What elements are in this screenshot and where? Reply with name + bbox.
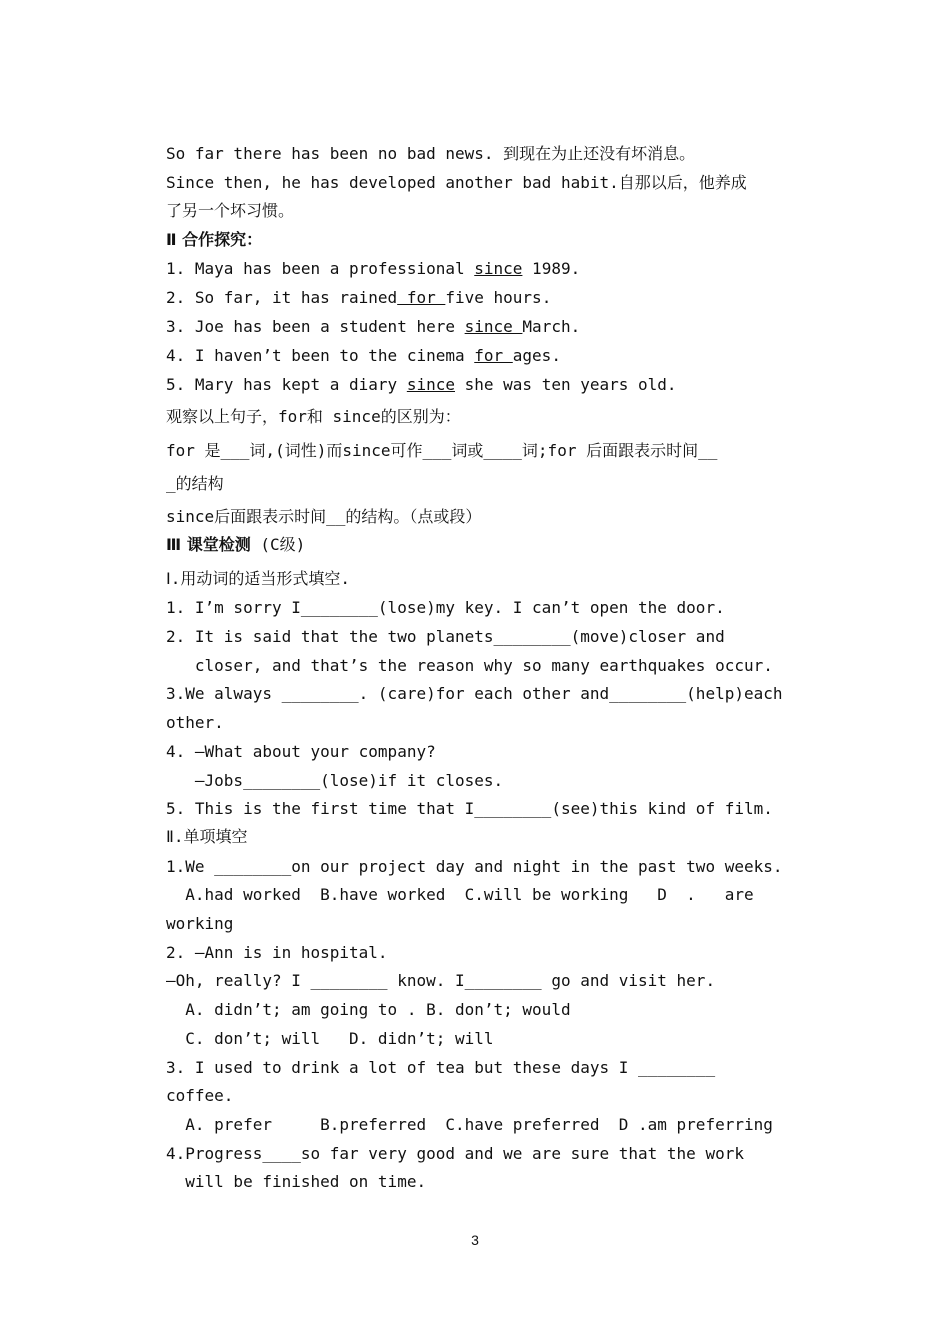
underlined-word: for bbox=[397, 288, 446, 307]
example-sentence: 1. Maya has been a professional since 1989. bbox=[166, 259, 581, 278]
exercise-item: 3. I used to drink a lot of tea but these days I ________ bbox=[166, 1058, 716, 1077]
underlined-word: since bbox=[406, 375, 455, 394]
text-line: Since then, he has developed another bad habit.自那以后，他养成 bbox=[166, 173, 747, 192]
exercise-option: A. prefer B.preferred C.have preferred D .am preferring bbox=[166, 1115, 773, 1134]
exercise-option: working bbox=[166, 914, 234, 933]
exercise-item: 3.We always ________. (care)for each other and________(help)each bbox=[166, 684, 783, 703]
text-line: 了另一个坏习惯。 bbox=[166, 201, 295, 220]
exercise-item: other. bbox=[166, 713, 224, 732]
example-sentence: 2. So far, it has rained for five hours. bbox=[166, 288, 552, 307]
exercise-item: —Jobs________(lose)if it closes. bbox=[166, 771, 504, 790]
example-sentence: 4. I haven’t been to the cinema for ages. bbox=[166, 346, 561, 365]
text-line: since后面跟表示时间__的结构。（点或段） bbox=[166, 507, 482, 526]
example-sentence: 5. Mary has kept a diary since she was ten years old. bbox=[166, 375, 677, 394]
text-line: Ⅱ.单项填空 bbox=[166, 827, 248, 846]
text-line: So far there has been no bad news. 到现在为止还没有坏消息。 bbox=[166, 144, 696, 163]
example-sentence: 3. Joe has been a student here since March. bbox=[166, 317, 581, 336]
exercise-item: 2. —Ann is in hospital. bbox=[166, 943, 388, 962]
page-number: 3 bbox=[471, 1232, 479, 1248]
text-line: 观察以上句子，for和 since的区别为： bbox=[166, 407, 461, 426]
section-heading: Ⅱ 合作探究： bbox=[166, 230, 263, 249]
exercise-option: C. don’t; will D. didn’t; will bbox=[166, 1029, 494, 1048]
text-line: _的结构 bbox=[166, 474, 224, 493]
exercise-item: 1. I’m sorry I________(lose)my key. I can’t open the door. bbox=[166, 598, 725, 617]
section-heading: Ⅲ 课堂检测 (C级) bbox=[166, 535, 306, 554]
underlined-word: for bbox=[474, 346, 513, 365]
exercise-option: A.had worked B.have worked C.will be working D . are bbox=[166, 885, 754, 904]
underlined-word: since bbox=[474, 259, 523, 278]
exercise-item: coffee. bbox=[166, 1086, 234, 1105]
exercise-item: 4. —What about your company? bbox=[166, 742, 436, 761]
exercise-item: 4.Progress____so far very good and we are sure that the work bbox=[166, 1144, 744, 1163]
exercise-item: 1.We ________on our project day and night in the past two weeks. bbox=[166, 857, 783, 876]
text-line: Ⅰ.用动词的适当形式填空. bbox=[166, 569, 350, 588]
exercise-item: closer, and that’s the reason why so many earthquakes occur. bbox=[166, 656, 773, 675]
exercise-item: 2. It is said that the two planets________(move)closer and bbox=[166, 627, 725, 646]
text-line: for 是___词,(词性)而since可作___词或____词;for 后面跟表示时间__ bbox=[166, 441, 718, 460]
underlined-word: since bbox=[464, 317, 523, 336]
exercise-item: —Oh, really? I ________ know. I________ go and visit her. bbox=[166, 971, 716, 990]
exercise-item: will be finished on time. bbox=[166, 1172, 427, 1191]
exercise-item: 5. This is the first time that I________(see)this kind of film. bbox=[166, 799, 773, 818]
exercise-option: A. didn’t; am going to . B. don’t; would bbox=[166, 1000, 571, 1019]
